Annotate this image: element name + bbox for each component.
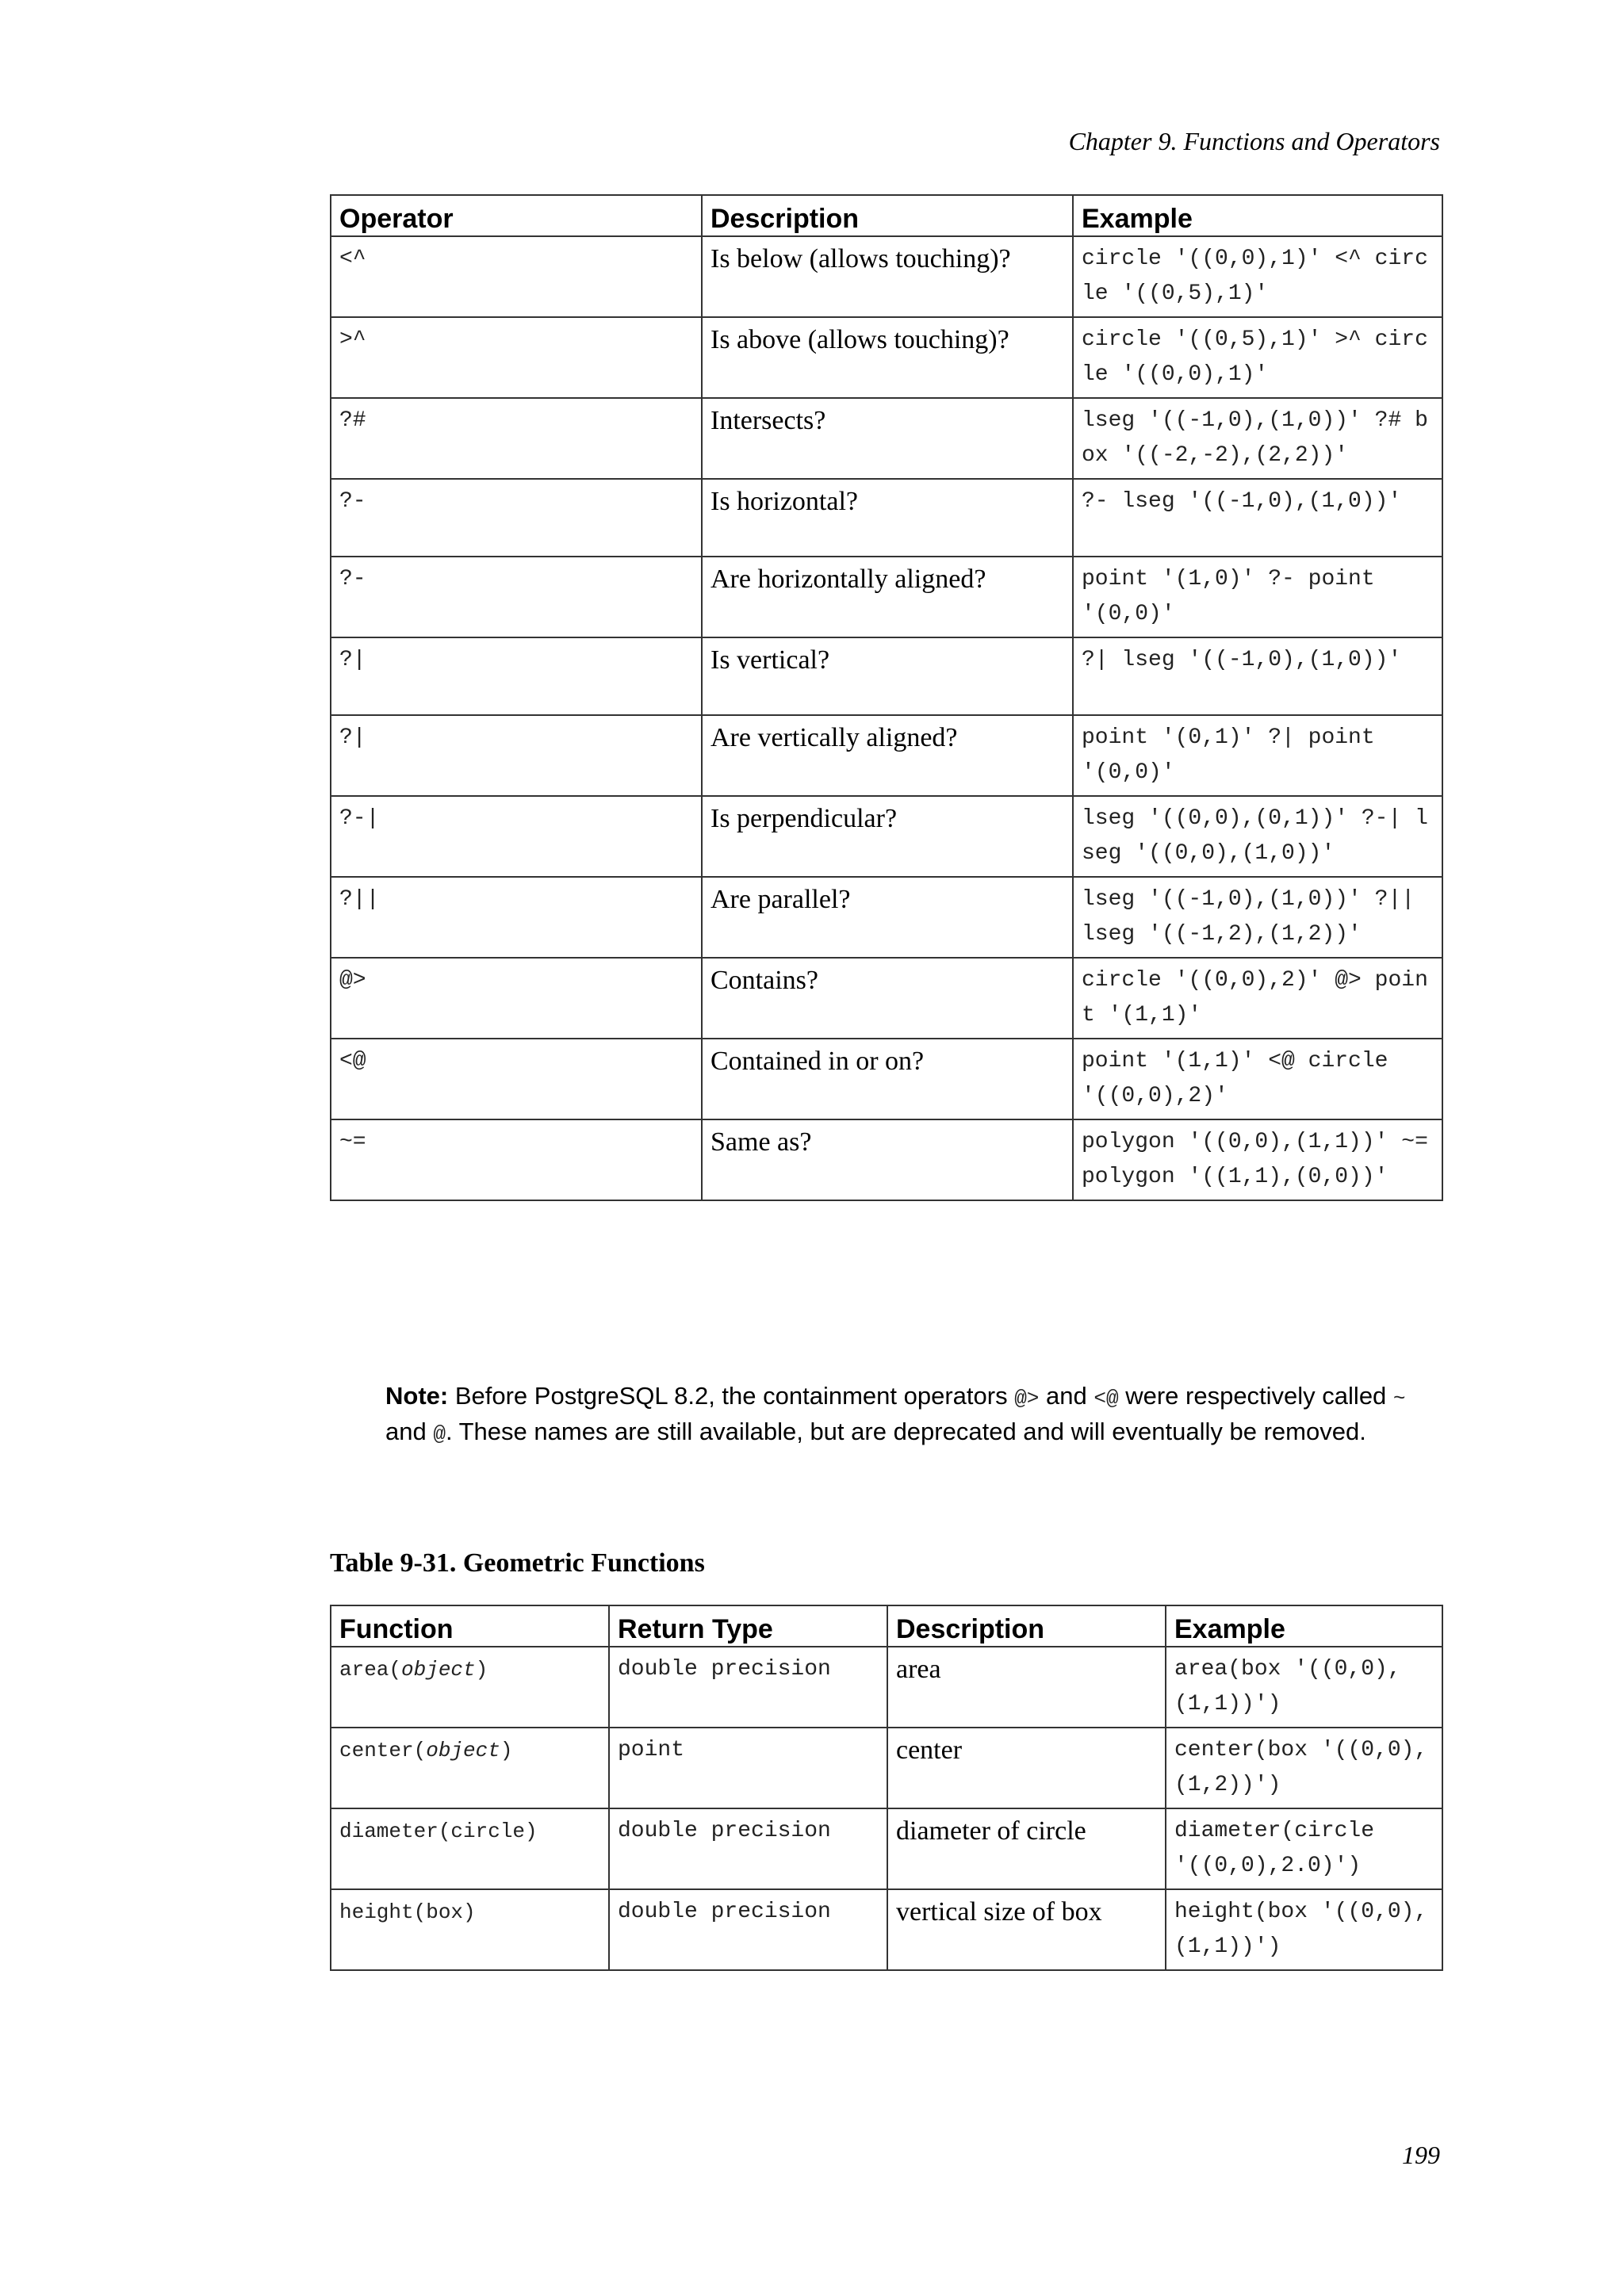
description-cell: area — [887, 1647, 1166, 1728]
function-name: diameter(circle) — [339, 1820, 538, 1843]
description-cell: Is vertical? — [702, 637, 1073, 715]
function-cell — [331, 1647, 609, 1728]
example-cell: circle '((0,0),1)' <^ circle '((0,5),1)' — [1073, 236, 1442, 317]
example-cell: center(box '((0,0),(1,2))') — [1166, 1728, 1442, 1808]
table-header-row — [331, 1605, 1442, 1647]
description-cell: Contains? — [702, 958, 1073, 1039]
description-cell: Contained in or on? — [702, 1039, 1073, 1119]
function-name: height(box) — [339, 1900, 476, 1924]
column-header: Function — [331, 1605, 609, 1647]
operator-cell: >^ — [331, 317, 702, 398]
function-arg: object — [401, 1658, 476, 1682]
function-name: center( — [339, 1739, 427, 1762]
example-cell: polygon '((0,0),(1,1))' ~= polygon '((1,1),(0,0))' — [1073, 1119, 1442, 1200]
description-cell: Is above (allows touching)? — [702, 317, 1073, 398]
note-text: and — [385, 1418, 434, 1445]
table-row — [331, 1889, 1442, 1970]
table-row — [331, 958, 1442, 1039]
example-cell: lseg '((0,0),(0,1))' ?-| lseg '((0,0),(1,0))' — [1073, 796, 1442, 877]
table-caption: Table 9-31. Geometric Functions — [330, 1548, 705, 1578]
table-row — [331, 1119, 1442, 1200]
example-cell: lseg '((-1,0),(1,0))' ?# box '((-2,-2),(2,2))' — [1073, 398, 1442, 479]
function-cell — [331, 1728, 609, 1808]
table-row — [331, 1039, 1442, 1119]
description-cell: Intersects? — [702, 398, 1073, 479]
inline-code: ~ — [1392, 1387, 1406, 1410]
description-cell: Are vertically aligned? — [702, 715, 1073, 796]
column-header: Description — [887, 1605, 1166, 1647]
function-arg: object — [426, 1739, 500, 1762]
example-cell: height(box '((0,0),(1,1))') — [1166, 1889, 1442, 1970]
operator-cell: <^ — [331, 236, 702, 317]
function-close: ) — [475, 1658, 488, 1682]
description-cell: Is below (allows touching)? — [702, 236, 1073, 317]
table-row — [331, 715, 1442, 796]
function-name: area( — [339, 1658, 402, 1682]
operator-cell: ?# — [331, 398, 702, 479]
description-cell: diameter of circle — [887, 1808, 1166, 1889]
operator-cell: ?| — [331, 715, 702, 796]
column-header: Return Type — [609, 1605, 887, 1647]
running-header: Chapter 9. Functions and Operators — [1068, 127, 1440, 155]
operator-cell: @> — [331, 958, 702, 1039]
operator-cell: ?- — [331, 557, 702, 637]
table-row — [331, 1647, 1442, 1728]
page-number: 199 — [1402, 2141, 1440, 2169]
column-header: Operator — [331, 195, 702, 236]
function-cell — [331, 1808, 609, 1889]
operators-table — [330, 194, 1443, 1201]
description-cell: Are parallel? — [702, 877, 1073, 958]
column-header: Example — [1073, 195, 1442, 236]
functions-table — [330, 1605, 1443, 1971]
table-row — [331, 317, 1442, 398]
table-row — [331, 479, 1442, 557]
description-cell: Is perpendicular? — [702, 796, 1073, 877]
table-header-row — [331, 195, 1442, 236]
note-text: Before PostgreSQL 8.2, the containment operators — [448, 1382, 1015, 1410]
example-cell: diameter(circle '((0,0),2.0)') — [1166, 1808, 1442, 1889]
example-cell: point '(1,0)' ?- point '(0,0)' — [1073, 557, 1442, 637]
table-row — [331, 398, 1442, 479]
description-cell: vertical size of box — [887, 1889, 1166, 1970]
operator-cell: ?| — [331, 637, 702, 715]
inline-code: @ — [433, 1422, 446, 1446]
table-row — [331, 1728, 1442, 1808]
description-cell: center — [887, 1728, 1166, 1808]
inline-code: @> — [1014, 1387, 1040, 1410]
description-cell: Are horizontally aligned? — [702, 557, 1073, 637]
example-cell: ?- lseg '((-1,0),(1,0))' — [1073, 479, 1442, 557]
return-type-cell: double precision — [609, 1808, 887, 1889]
table-row — [331, 796, 1442, 877]
note-label: Note: — [385, 1382, 449, 1410]
example-cell: circle '((0,5),1)' >^ circle '((0,0),1)' — [1073, 317, 1442, 398]
example-cell: circle '((0,0),2)' @> point '(1,1)' — [1073, 958, 1442, 1039]
operator-cell: ?|| — [331, 877, 702, 958]
example-cell: area(box '((0,0),(1,1))') — [1166, 1647, 1442, 1728]
operator-cell: ~= — [331, 1119, 702, 1200]
deprecation-note — [385, 1380, 1440, 1451]
note-text: were respectively called — [1118, 1382, 1393, 1410]
example-cell: point '(1,1)' <@ circle '((0,0),2)' — [1073, 1039, 1442, 1119]
operator-cell: <@ — [331, 1039, 702, 1119]
example-cell: ?| lseg '((-1,0),(1,0))' — [1073, 637, 1442, 715]
operator-cell: ?-| — [331, 796, 702, 877]
function-cell — [331, 1889, 609, 1970]
operator-cell: ?- — [331, 479, 702, 557]
return-type-cell: double precision — [609, 1647, 887, 1728]
return-type-cell: double precision — [609, 1889, 887, 1970]
column-header: Example — [1166, 1605, 1442, 1647]
description-cell: Is horizontal? — [702, 479, 1073, 557]
table-row — [331, 236, 1442, 317]
column-header: Description — [702, 195, 1073, 236]
inline-code: <@ — [1094, 1387, 1119, 1410]
function-close: ) — [500, 1739, 513, 1762]
note-text: and — [1039, 1382, 1094, 1410]
description-cell: Same as? — [702, 1119, 1073, 1200]
note-text: . These names are still available, but are deprecated and will eventually be removed. — [445, 1418, 1366, 1445]
example-cell: lseg '((-1,0),(1,0))' ?|| lseg '((-1,2),(1,2))' — [1073, 877, 1442, 958]
table-row — [331, 1808, 1442, 1889]
table-row — [331, 637, 1442, 715]
table-row — [331, 557, 1442, 637]
table-row — [331, 877, 1442, 958]
example-cell: point '(0,1)' ?| point '(0,0)' — [1073, 715, 1442, 796]
return-type-cell: point — [609, 1728, 887, 1808]
